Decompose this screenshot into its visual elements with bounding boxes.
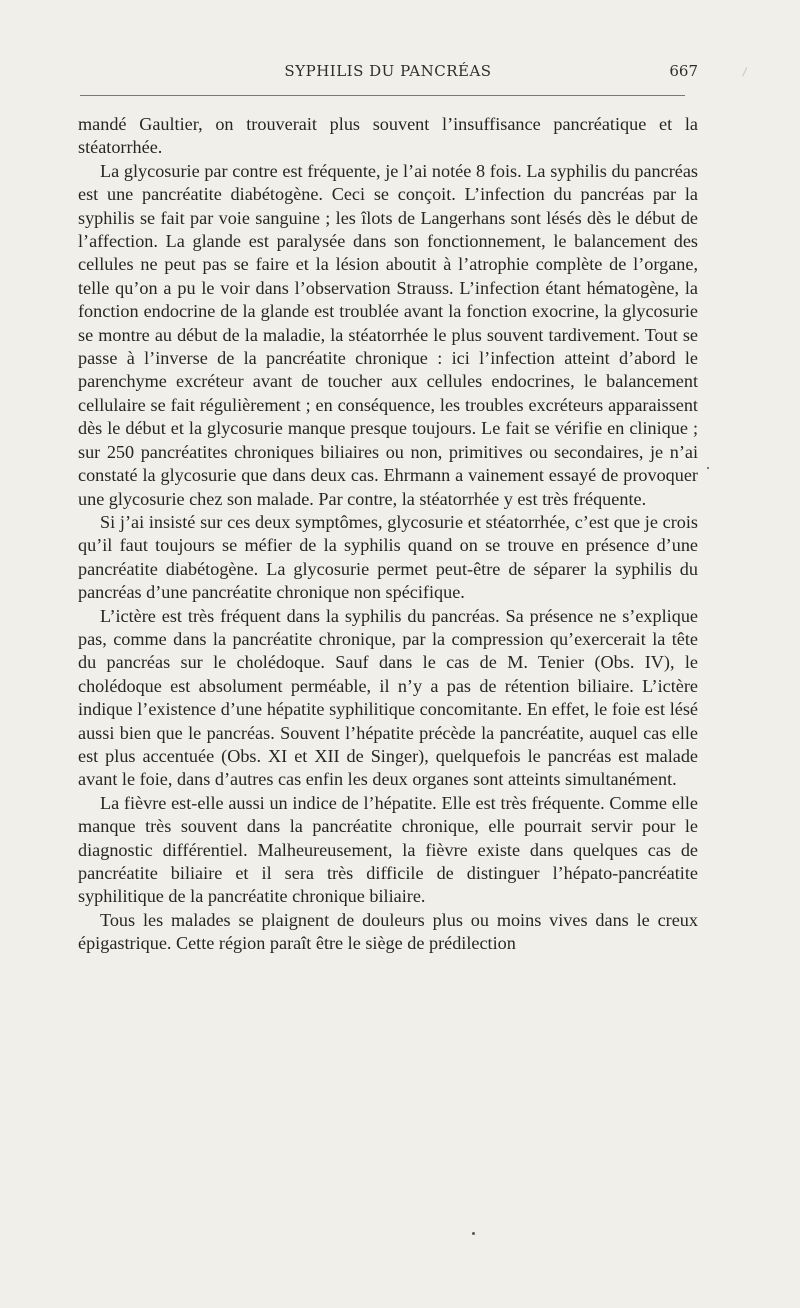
paragraph-ictere: L’ictère est très fréquent dans la syphilis du pancréas. Sa présence ne s’explique pas, comme dans la pancréatite chronique, par la compression qu’exercerait la tête du pancréas sur le cholédoque. Sauf dans le cas de M. Tenier (Obs. IV), le cholédoque est absolument perméable, il n’y a pas de rétention biliaire. L’ictère indique l’existence d’une hépatite syphilitique concomitante. En effet, le foie est lésé aussi bien que le pancréas. Souvent l’hépatite précède la pancréatite, auquel cas elle est plus accentuée (Obs. XI et XII de Singer), quelquefois le pancréas est malade avant le foie, dans d’autres cas enfin les deux organes sont atteints simultanément. (78, 605, 698, 790)
paragraph-continuation: mandé Gaultier, on trouverait plus souvent l’insuffisance pancréatique et la stéatorrhée. (78, 114, 698, 158)
print-speck (472, 1232, 475, 1235)
body-text (78, 113, 698, 956)
running-head (78, 60, 698, 84)
print-speck (707, 467, 709, 469)
paragraph-insistance: Si j’ai insisté sur ces deux symptômes, glycosurie et stéatorrhée, c’est que je crois qu’il faut toujours se méfier de la syphilis quand on se trouve en présence d’une pancréatite diabétogène. La glycosurie permet peut-être de séparer la syphilis du pancréas d’une pancréatite chronique non spécifique. (78, 511, 698, 603)
paragraph-fievre: La fièvre est-elle aussi un indice de l’hépatite. Elle est très fréquente. Comme elle manque très souvent dans la pancréatite chronique, elle pourrait servir pour le diagnostic différentiel. Malheureusement, la fièvre existe dans quelques cas de pancréatite biliaire et il sera très difficile de distinguer l’hépato-pancréatite syphilitique de la pancréatite chronique biliaire. (78, 792, 698, 907)
header-rule (80, 95, 685, 96)
paragraph-douleurs: Tous les malades se plaignent de douleurs plus ou moins vives dans le creux épigastrique. Cette région paraît être le siège de prédilection (78, 909, 698, 954)
running-title: SYPHILIS DU PANCRÉAS (284, 62, 492, 80)
paragraph-glycosurie: La glycosurie par contre est fréquente, je l’ai notée 8 fois. La syphilis du pancréas est une pancréatite diabétogène. Ceci se conçoit. L’infection du pancréas par la syphilis se fait par voie sanguine ; les îlots de Langerhans sont lésés dès le début de l’affection. La glande est paralysée dans son fonctionnement, le balancement des cellules ne peut pas se faire et la lésion aboutit à l’atrophie complète de l’organe, telle qu’on a pu le voir dans l’observation Strauss. L’infection étant hématogène, la fonction endocrine de la glande est troublée avant la fonction exocrine, la glycosurie se montre au début de la maladie, la stéatorrhée le plus souvent tardivement. Tout se passe à l’inverse de la pancréatite chronique : ici l’infection atteint d’abord le parenchyme excréteur avant de toucher aux cellules endocrines, le balancement cellulaire se fait régulièrement ; en conséquence, les troubles excréteurs apparaissent dès le début et la glycosurie manque presque toujours. Le fait se vérifie en clinique ; sur 250 pancréatites chroniques biliaires ou non, primitives ou secondaires, je n’ai constaté la glycosurie que dans deux cas. Ehrmann a vainement essayé de provoquer une glycosurie chez son malade. Par contre, la stéatorrhée y est très fréquente. (78, 160, 698, 509)
page-number: 667 (669, 62, 698, 80)
page-edge-mark (742, 67, 753, 79)
